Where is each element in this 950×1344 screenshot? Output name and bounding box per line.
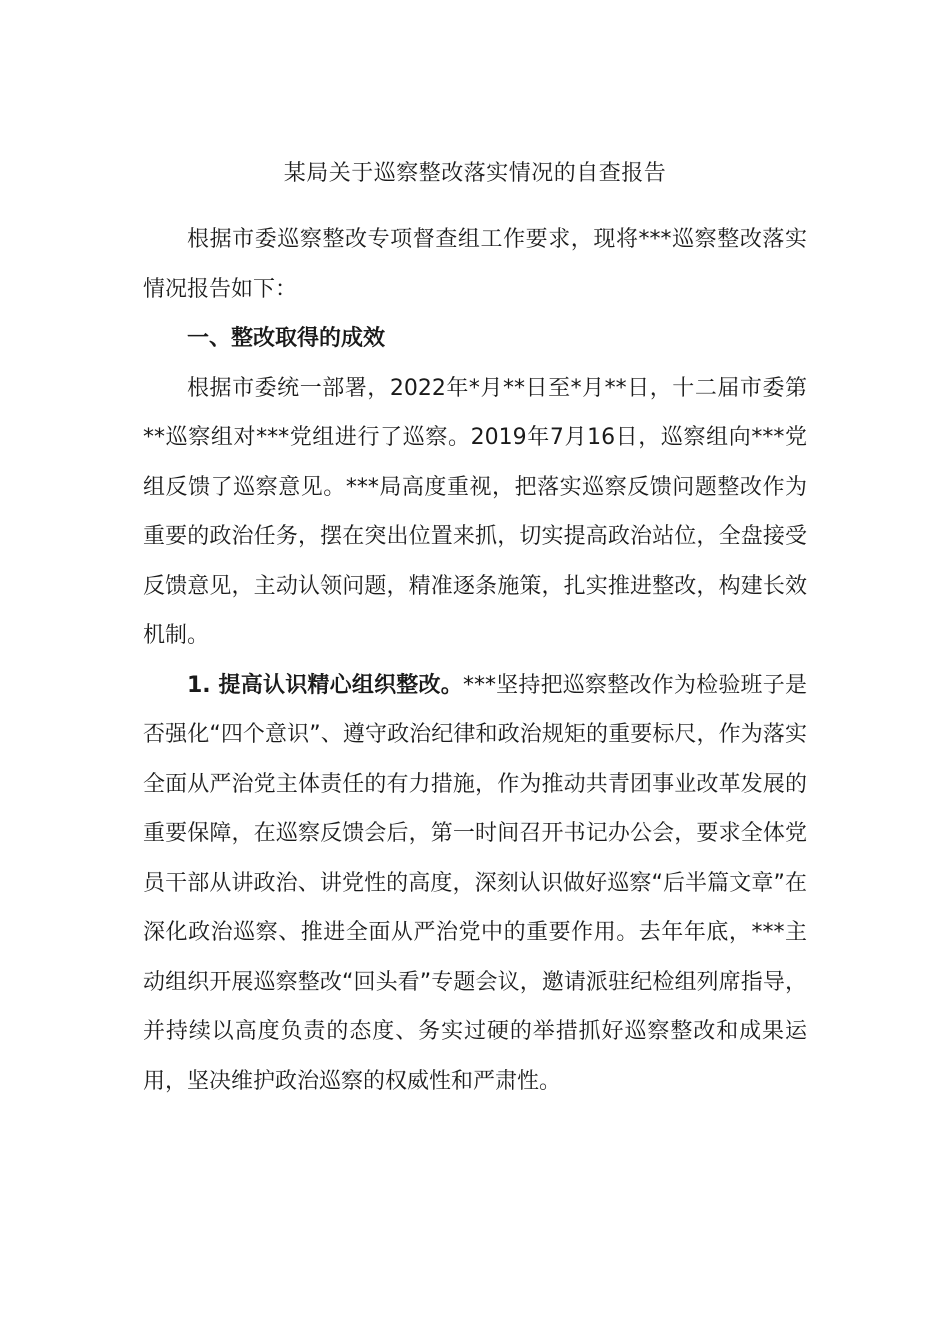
intro-paragraph: 根据市委巡察整改专项督查组工作要求，现将***巡察整改落实情况报告如下： — [143, 227, 807, 302]
document-body — [143, 215, 807, 1106]
item-lead: 1. 提高认识精心组织整改。 — [187, 672, 463, 698]
section-heading: 一、整改取得的成效 — [187, 326, 386, 351]
document-title: 某局关于巡察整改落实情况的自查报告 — [283, 161, 667, 186]
item-text: ***坚持把巡察整改作为检验班子是否强化“四个意识”、遵守政治纪律和政治规矩的重要标尺，作为落实全面从严治党主体责任的有力措施，作为推动共青团事业改革发展的重要保障，在巡察反馈会后，第一时间召开书记办公会，要求全体党员干部从讲政治、讲党性的高度，深刻认识做好巡察“后半篇文章”在深化政治巡察、推进全面从严治党中的重要作用。去年年底，***主动组织开展巡察整改“回头看”专题会议，邀请派驻纪检组列席指导，并持续以高度负责的态度、务实过硬的举措抓好巡察整改和成果运用，坚决维护政治巡察的权威性和严肃性。 — [143, 672, 807, 1094]
item-paragraph — [143, 661, 807, 1107]
section-paragraph: 根据市委统一部署，2022年*月**日至*月**日，十二届市委第**巡察组对***党组进行了巡察。2019年7月16日，巡察组向***党组反馈了巡察意见。***局高度重视，把落实巡察反馈问题整改作为重要的政治任务，摆在突出位置来抓，切实提高政治站位，全盘接受反馈意见，主动认领问题，精准逐条施策，扎实推进整改，构建长效机制。 — [143, 375, 807, 648]
